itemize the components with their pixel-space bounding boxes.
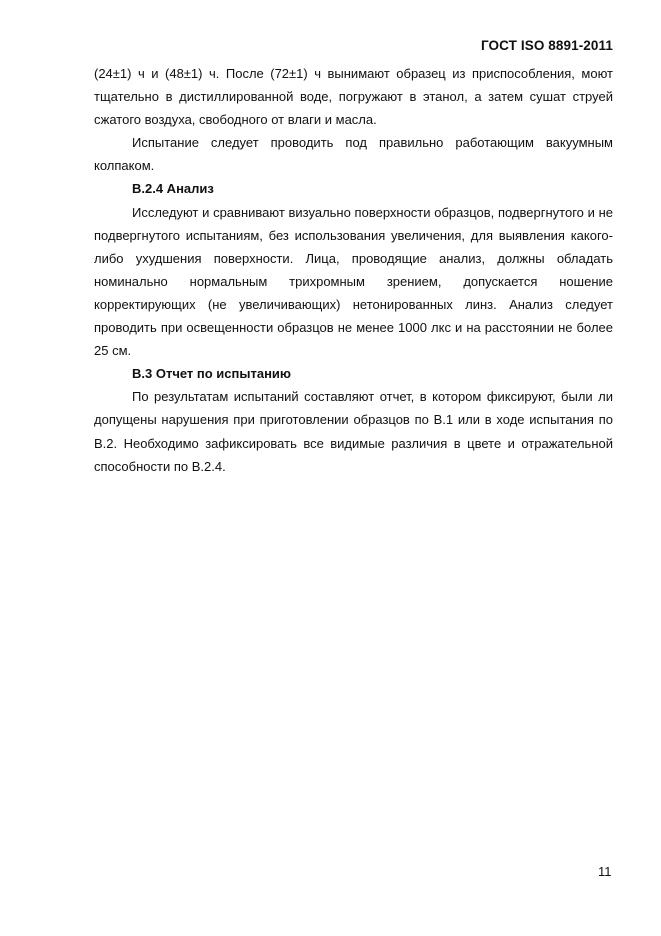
- document-body: [94, 62, 613, 478]
- standard-header: ГОСТ ISO 8891-2011: [480, 38, 613, 53]
- paragraph-analysis: Исследуют и сравнивают визуально поверхности образцов, подвергнутого и не подвергнутого испытаниям, без использования увеличения, для выявления какого-либо ухудшения поверхности. Лица, проводящие анализ, должны обладать номинально нормальным трихромным зрением, допускается ношение корректирующих (не увеличивающих) нетонированных линз. Анализ следует проводить при освещенности образцов не менее 1000 лкс и на расстоянии не более 25 см.: [94, 204, 613, 359]
- paragraph-continuation: (24±1) ч и (48±1) ч. После (72±1) ч вынимают образец из приспособления, моют тщательно в дистиллированной воде, погружают в этанол, а затем сушат струей сжатого воздуха, свободного от влаги и масла.: [94, 66, 613, 128]
- paragraph-report: По результатам испытаний составляют отчет, в котором фиксируют, были ли допущены нарушения при приготовлении образцов по В.1 или в ходе испытания по В.2. Необходимо зафиксировать все видимые различия в цвете и отражательной способности по В.2.4.: [94, 389, 613, 474]
- page-number: 11: [598, 864, 612, 879]
- section-heading-analysis: В.2.4 Анализ: [132, 181, 214, 197]
- paragraph-vacuum-hood: Испытание следует проводить под правильно работающим вакуумным колпаком.: [94, 135, 613, 174]
- section-heading-report: В.3 Отчет по испытанию: [132, 366, 292, 382]
